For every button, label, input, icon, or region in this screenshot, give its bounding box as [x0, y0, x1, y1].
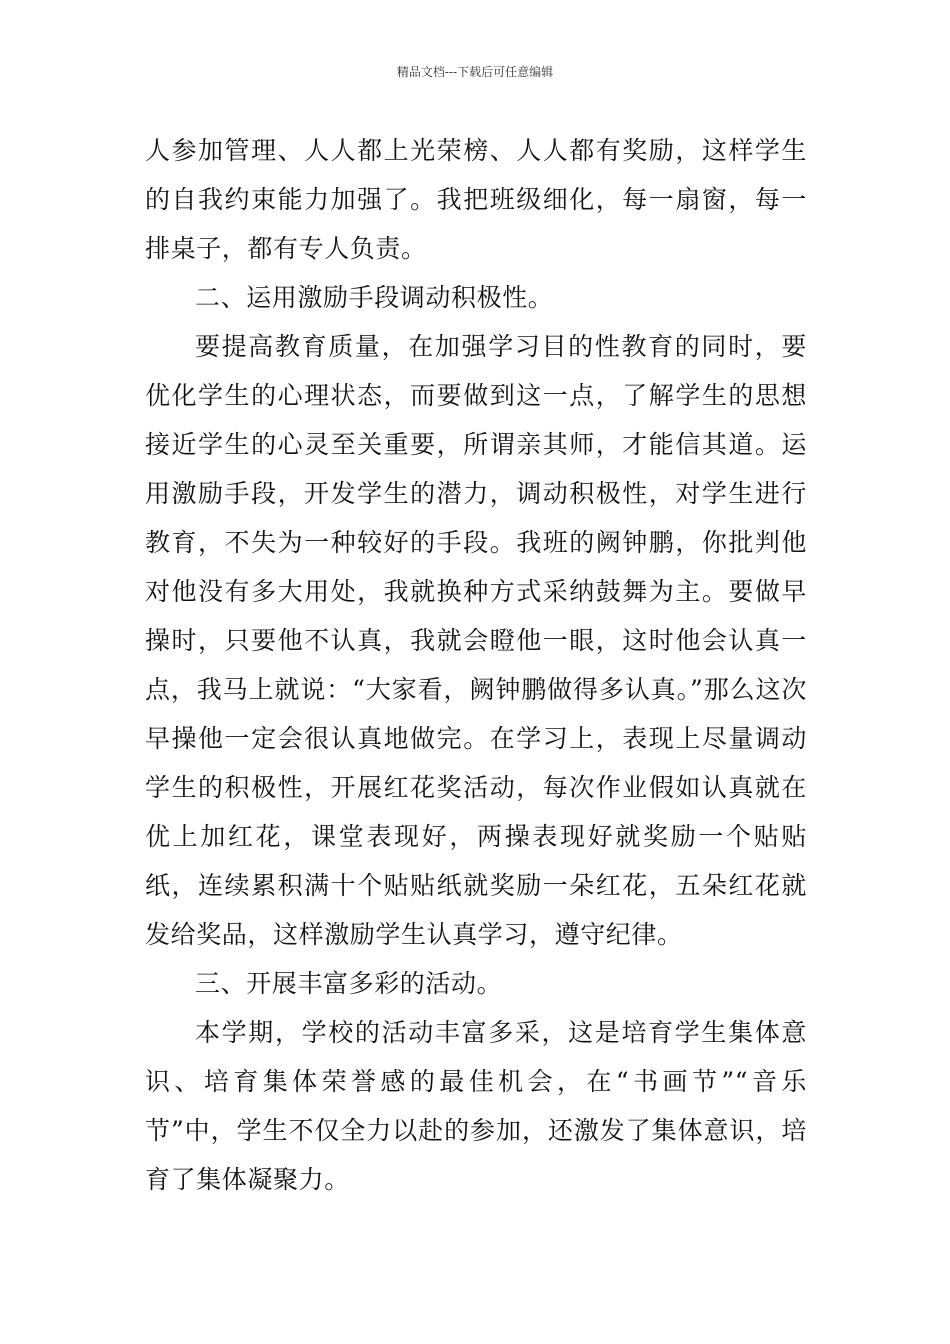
section-heading-3: 三、开展丰富多彩的活动。: [195, 969, 503, 998]
page-header: 精品文档---下载后可任意编辑: [396, 65, 554, 79]
section-heading-2: 二、运用激励手段调动积极性。: [195, 283, 554, 312]
paragraph-body: 本学期，学校的活动丰富多采，这是培育学生集体意识、培育集体荣誉感的最佳机会，在“书画节”“音乐节”中，学生不仅全力以赴的参加，还激发了集体意识，培育了集体凝聚力。: [145, 1018, 807, 1194]
document-body: [145, 126, 807, 1204]
paragraph-continued: 人参加管理、人人都上光荣榜、人人都有奖励，这样学生的自我约束能力加强了。我把班级细化，每一扇窗，每一排桌子，都有专人负责。: [145, 136, 807, 263]
paragraph-body: 要提高教育质量，在加强学习目的性教育的同时，要优化学生的心理状态，而要做到这一点，了解学生的思想接近学生的心灵至关重要，所谓亲其师，才能信其道。运用激励手段，开发学生的潜力，调动积极性，对学生进行教育，不失为一种较好的手段。我班的阙钟鹏，你批判他对他没有多大用处，我就换种方式采纳鼓舞为主。要做早操时，只要他不认真，我就会瞪他一眼，这时他会认真一点，我马上就说：“大家看，阙钟鹏做得多认真。”那么这次早操他一定会很认真地做完。在学习上，表现上尽量调动学生的积极性，开展红花奖活动，每次作业假如认真就在优上加红花，课堂表现好，两操表现好就奖励一个贴贴纸，连续累积满十个贴贴纸就奖励一朵红花，五朵红花就发给奖品，这样激励学生认真学习，遵守纪律。: [145, 332, 807, 949]
